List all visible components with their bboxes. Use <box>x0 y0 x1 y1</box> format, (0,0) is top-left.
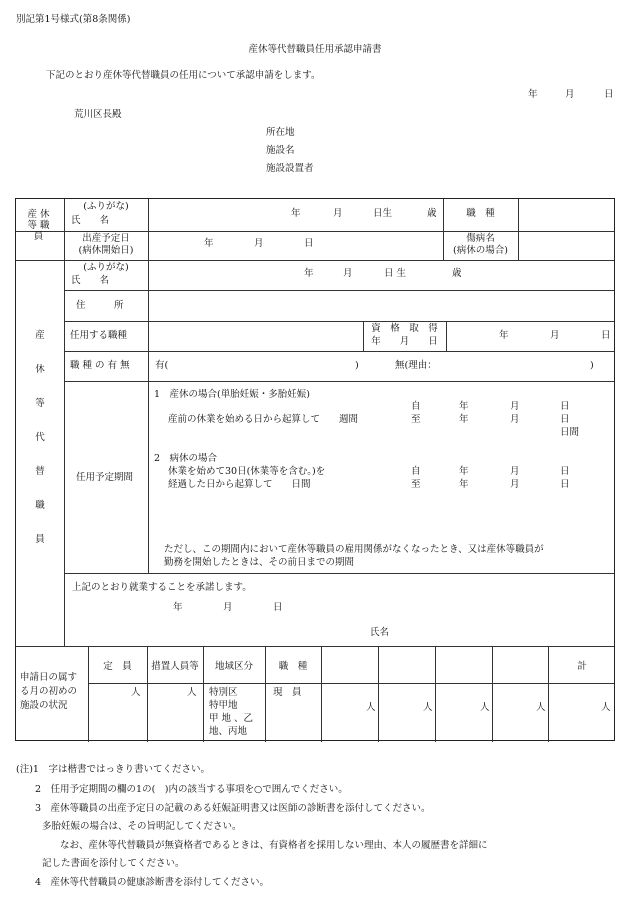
sub-has-label: 有( <box>155 360 169 371</box>
staff-birth-month: 月 <box>333 208 343 219</box>
note-4: 4 産休等代替職員の健康診断書を添付してください。 <box>35 877 270 888</box>
staff-due-date-label: 出産予定日 <box>82 233 130 244</box>
col-divider <box>148 199 149 573</box>
sub-name-label: 氏 名 <box>71 275 110 286</box>
col-unit: 人 <box>536 702 546 713</box>
col-unit: 人 <box>423 702 433 713</box>
case1-from-year: 年 <box>459 401 469 412</box>
consent-text: 上記のとおり就業することを承諾します。 <box>72 582 252 593</box>
case2-to-day: 日 <box>560 479 570 490</box>
row-divider <box>88 683 614 684</box>
note-2: 2 任用予定期間の欄の1の( )内の該当する事項を○で囲んでください。 <box>35 784 348 795</box>
staff-birth-year: 年 <box>291 208 301 219</box>
case2-from: 自 <box>411 466 421 477</box>
sub-period-label: 任用予定期間 <box>76 472 134 483</box>
sub-qualification-date-label: 年 月 日 <box>371 336 438 347</box>
applicant-founder-label: 施設設置者 <box>266 163 314 174</box>
date-year: 年 <box>528 89 538 100</box>
proviso-line-1: ただし、この期間内において産休等職員の雇用関係がなくなったとき、又は産休等職員が <box>164 544 544 555</box>
sub-qual-month: 月 <box>550 330 560 341</box>
sub-birth-year: 年 <box>304 268 314 279</box>
intro-text: 下記のとおり産休等代替職員の任用について承認申請をします。 <box>46 70 321 81</box>
sub-none-label: 無(理由： <box>395 360 437 371</box>
row-divider <box>64 351 614 352</box>
col-divider <box>435 646 436 742</box>
case2-text-2: 経過した日から起算して 日間 <box>168 479 311 490</box>
capacity-unit: 人 <box>131 687 141 698</box>
case2-title: 2 病休の場合 <box>154 453 218 464</box>
sub-qualification-label: 資 格 取 得 <box>371 323 438 334</box>
staff-disease-note: (病休の場合) <box>453 245 508 256</box>
case1-to-day: 日 <box>560 414 570 425</box>
case1-from-day: 日 <box>560 401 570 412</box>
case2-to: 至 <box>411 479 421 490</box>
col-unit: 人 <box>601 702 611 713</box>
sub-birth-day: 日 生 <box>384 268 407 279</box>
header-region: 地域区分 <box>214 661 253 672</box>
row-divider <box>64 573 614 574</box>
col-divider <box>446 321 447 351</box>
application-form-table <box>15 198 615 741</box>
sub-has-close: ) <box>355 360 359 371</box>
sub-none-close: ) <box>590 360 594 371</box>
staff-disease-label: 傷病名 <box>466 233 495 244</box>
case2-from-day: 日 <box>560 466 570 477</box>
case1-days: 日間 <box>560 427 580 438</box>
case2-to-year: 年 <box>459 479 469 490</box>
note-3: 3 産休等職員の出産予定日の記載のある妊娠証明書又は医師の診断書を添付してください。 <box>35 803 431 814</box>
staff-furigana-label: (ふりがな) <box>83 201 129 212</box>
case1-to-year: 年 <box>459 414 469 425</box>
page-title: 産休等代替職員任用承認申請書 <box>248 44 382 55</box>
case2-to-month: 月 <box>510 479 520 490</box>
region-line-1: 特別区 <box>209 687 238 698</box>
case1-to-month: 月 <box>510 414 520 425</box>
staff-sick-start-label: (病休開始日) <box>78 245 134 256</box>
proviso-line-2: 勤務を開始したときは、その前日までの期間 <box>164 557 355 568</box>
measures-unit: 人 <box>187 687 197 698</box>
date-day: 日 <box>604 89 614 100</box>
header-job-type: 職 種 <box>278 661 308 672</box>
date-month: 月 <box>565 89 575 100</box>
case1-from-month: 月 <box>510 401 520 412</box>
current-staff-label: 現 員 <box>273 687 302 698</box>
header-capacity: 定 員 <box>103 661 132 672</box>
header-total: 計 <box>577 661 587 672</box>
case1-title: 1 産休の場合(単胎妊娠・多胎妊娠) <box>154 389 310 400</box>
col-divider <box>378 646 379 742</box>
facility-label-line-2: る月の初めの <box>20 686 78 697</box>
sub-age: 歳 <box>452 268 462 279</box>
staff-job-type-label: 職 種 <box>466 208 495 219</box>
section-divider <box>16 260 614 261</box>
sub-job-type-label: 任用する職種 <box>70 330 128 341</box>
case1-to: 至 <box>411 414 421 425</box>
case2-from-year: 年 <box>459 466 469 477</box>
section-divider <box>16 646 614 647</box>
region-line-2: 特甲地 <box>209 700 238 711</box>
staff-section-label: 産休等職員 <box>27 209 53 242</box>
region-line-3: 甲 地 、乙 <box>209 713 254 724</box>
form-number: 別記第1号様式(第8条関係) <box>16 14 131 25</box>
staff-due-month: 月 <box>254 238 264 249</box>
row-divider <box>64 290 614 291</box>
col-divider <box>321 646 322 742</box>
facility-label-line-1: 申請日の属す <box>20 672 78 683</box>
staff-due-year: 年 <box>204 238 214 249</box>
col-divider <box>518 199 519 260</box>
col-divider <box>492 646 493 742</box>
case1-from: 自 <box>411 401 421 412</box>
case2-from-month: 月 <box>510 466 520 477</box>
sub-furigana-label: (ふりがな) <box>83 262 129 273</box>
consent-month: 月 <box>223 602 233 613</box>
addressee: 荒川区長殿 <box>74 109 122 120</box>
row-divider <box>64 381 614 382</box>
row-divider <box>64 321 614 322</box>
sub-birth-month: 月 <box>343 268 353 279</box>
note-3-additional: なお、産休等代替職員が無資格者であるときは、有資格者を採用しない理由、本人の履歴書を詳細に <box>60 840 488 851</box>
staff-age: 歳 <box>427 208 437 219</box>
facility-label-line-3: 施設の状況 <box>20 700 68 711</box>
consent-day: 日 <box>273 602 283 613</box>
applicant-address-label: 所在地 <box>266 127 295 138</box>
case2-text-1: 休業を始めて30日(休業等を含む。)を <box>168 466 326 477</box>
note-3-multi: 多胎妊娠の場合は、その旨明記してください。 <box>42 821 242 832</box>
note-1: (注)1 字は楷書ではっきり書いてください。 <box>16 764 210 775</box>
staff-due-day: 日 <box>304 238 314 249</box>
sub-qual-year: 年 <box>499 330 509 341</box>
staff-birth-day: 日生 <box>373 208 393 219</box>
consent-year: 年 <box>173 602 183 613</box>
note-3-additional-cont: 記した書面を添付してください。 <box>42 858 185 869</box>
header-measures: 措置人員等 <box>151 661 199 672</box>
case1-text: 産前の休業を始める日から起算して 週間 <box>168 414 359 425</box>
sub-qual-day: 日 <box>601 330 611 341</box>
consent-signature-label: 氏名 <box>370 627 390 638</box>
row-divider <box>16 231 614 232</box>
sub-has-job-label: 職 種 の 有 無 <box>70 360 130 371</box>
staff-name-label: 氏 名 <box>71 215 110 226</box>
col-unit: 人 <box>480 702 490 713</box>
col-unit: 人 <box>366 702 376 713</box>
sub-address-label: 住 所 <box>76 300 124 311</box>
region-line-4: 地、丙地 <box>209 726 248 737</box>
substitute-section-label: 産休等代替職員 <box>35 330 45 545</box>
applicant-facility-label: 施設名 <box>266 145 295 156</box>
